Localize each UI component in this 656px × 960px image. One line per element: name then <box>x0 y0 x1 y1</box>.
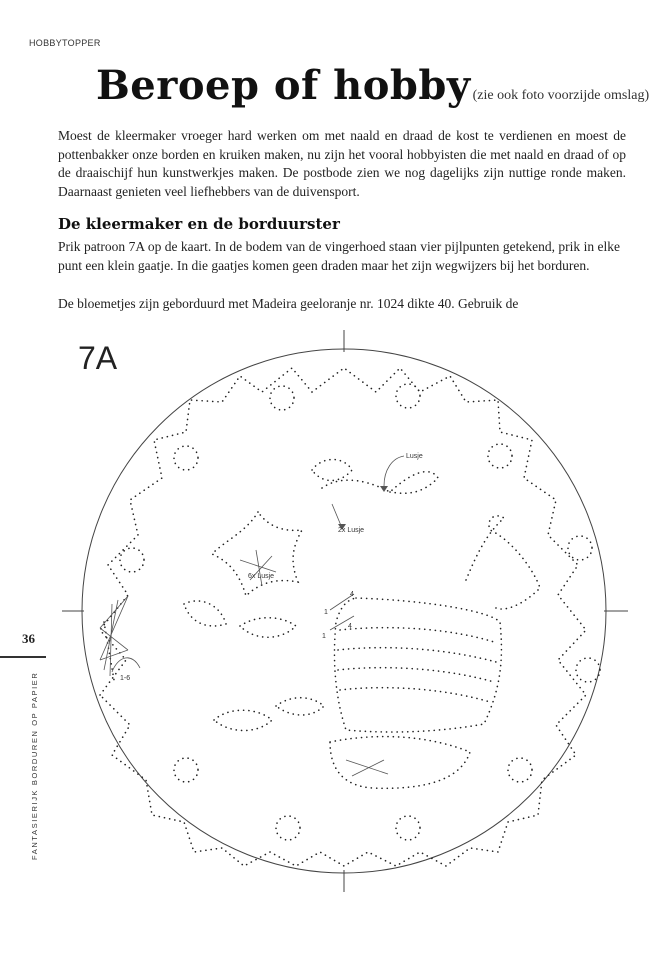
section-heading: De kleermaker en de borduurster <box>58 215 340 233</box>
annotation-2x-lusje: 2x Lusje <box>338 527 365 534</box>
pricking-dots <box>100 368 600 866</box>
annotation-number: 1 <box>322 633 326 640</box>
annotation-lusje: Lusje <box>406 453 423 460</box>
page-subtitle: (zie ook foto voorzijde omslag) <box>472 88 650 103</box>
annotation-6x-lusje: 6x Lusje <box>248 573 275 580</box>
zigzag-border <box>100 368 586 866</box>
pattern-label: 7A <box>78 340 118 376</box>
page-number-rule <box>0 656 46 658</box>
page-title: Beroep of hobby <box>96 62 471 109</box>
intro-paragraph: Moest de kleermaker vroeger hard werken om met naald en draad de kost te verdienen en moest de pottenbakker onze borden en kruiken maken, nu zijn het vooral hobbyisten die met naald en draad of op de draaischijf hun kunstwerkjes maken. De postbode zien we nog dagelijks zijn nuttige ronde maken. Daarnaast genieten veel liefhebbers van de duivensport. <box>58 128 626 199</box>
pattern-circle <box>82 349 606 873</box>
annotation-number: 4 <box>348 623 352 630</box>
body-paragraph: Prik patroon 7A op de kaart. In de bodem van de vingerhoed staan vier pijlpunten getekend, prik in elke punt een klein gaatje. In die gaatjes komen geen draden maar het zijn wegwijzers bij het borduren. <box>58 239 620 273</box>
side-running-title: FANTASIERIJK BORDUREN OP PAPIER <box>30 671 39 860</box>
annotation-number: 1 <box>324 609 328 616</box>
arrow-head <box>380 486 388 492</box>
annotation-number: 4 <box>350 591 354 598</box>
section-label: HOBBYTOPPER <box>29 38 101 48</box>
body-paragraph: De bloemetjes zijn geborduurd met Madeira geeloranje nr. 1024 dikte 40. Gebruik de <box>58 296 519 311</box>
annotation-range: 1-6 <box>120 675 131 682</box>
thread-lines <box>100 456 404 776</box>
page-number: 36 <box>22 631 35 646</box>
